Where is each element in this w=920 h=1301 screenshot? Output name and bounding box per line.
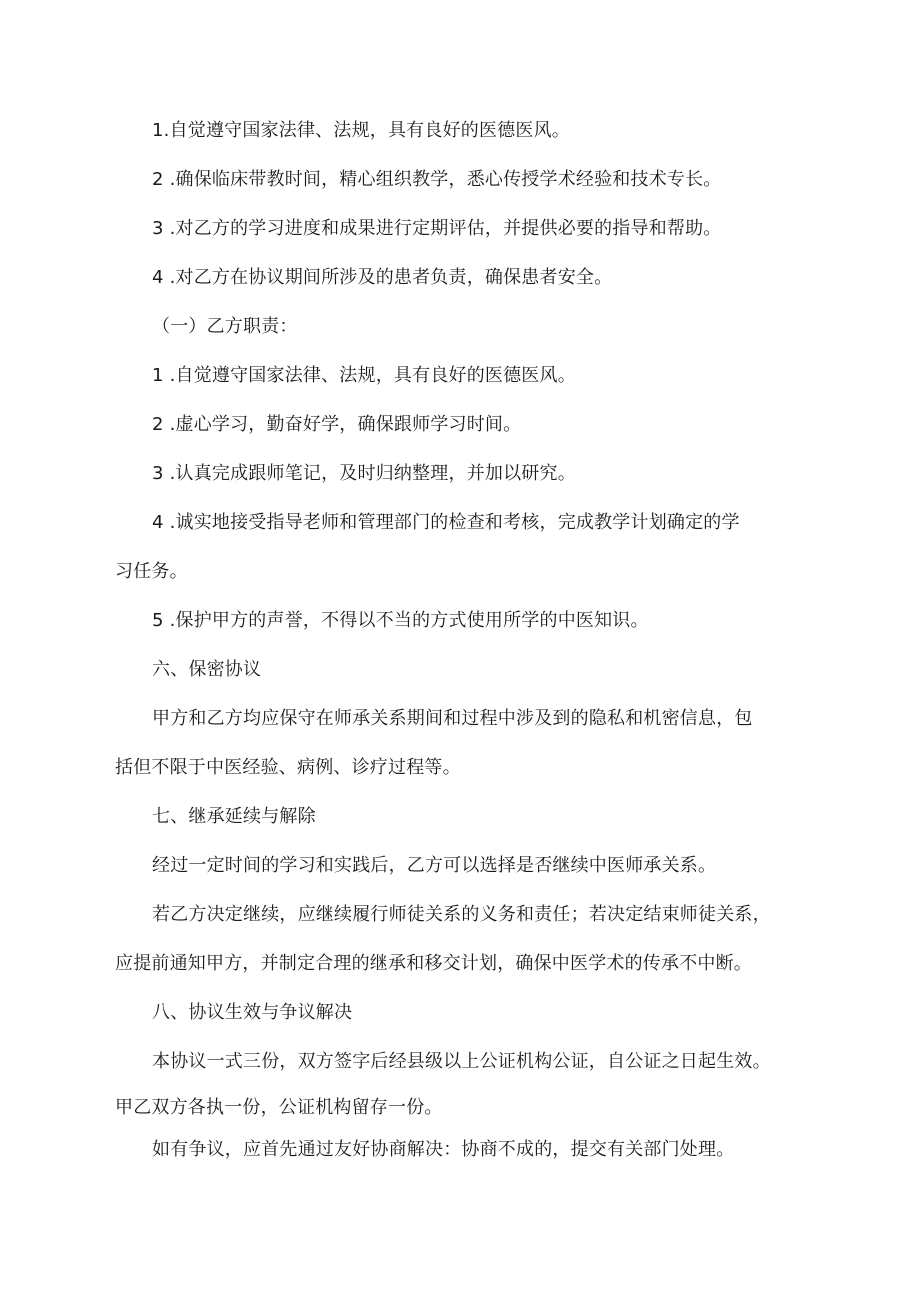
text-line: 2 .确保临床带教时间，精心组织教学，悉心传授学术经验和技术专长。 [152, 169, 722, 190]
section-heading: 六、保密协议 [152, 659, 262, 680]
section-heading: （一）乙方职责： [152, 316, 298, 337]
text-line: 4 .诚实地接受指导老师和管理部门的检查和考核，完成教学计划确定的学 [152, 512, 740, 533]
text-line: 经过一定时间的学习和实践后，乙方可以选择是否继续中医师承关系。 [152, 855, 717, 876]
text-line: 甲方和乙方均应保守在师承关系期间和过程中涉及到的隐私和机密信息，包 [152, 708, 753, 729]
text-line: 3 .认真完成跟师笔记，及时归纳整理，并加以研究。 [152, 463, 576, 484]
text-line: 5 .保护甲方的声誉，不得以不当的方式使用所学的中医知识。 [152, 610, 649, 631]
text-line: 习任务。 [115, 561, 188, 582]
text-line: 本协议一式三份，双方签字后经县级以上公证机构公证，自公证之日起生效。 [152, 1051, 771, 1072]
text-line: 括但不限于中医经验、病例、诊疗过程等。 [115, 757, 461, 778]
text-line: 3 .对乙方的学习进度和成果进行定期评估，并提供必要的指导和帮助。 [152, 218, 722, 239]
text-line: 4 .对乙方在协议期间所涉及的患者负责，确保患者安全。 [152, 267, 613, 288]
text-line: 如有争议，应首先通过友好协商解决：协商不成的，提交有关部门处理。 [152, 1139, 735, 1160]
section-heading: 七、继承延续与解除 [152, 806, 316, 827]
text-line: 甲乙双方各执一份，公证机构留存一份。 [115, 1097, 443, 1118]
text-line: 2 .虚心学习，勤奋好学，确保跟师学习时间。 [152, 414, 522, 435]
text-line: 1.自觉遵守国家法律、法规，具有良好的医德医风。 [152, 120, 570, 141]
text-line: 应提前通知甲方，并制定合理的继承和移交计划，确保中医学术的传承不中断。 [115, 953, 752, 974]
text-line: 若乙方决定继续，应继续履行师徒关系的义务和责任；若决定结束师徒关系， [152, 904, 771, 925]
text-line: 1 .自觉遵守国家法律、法规，具有良好的医德医风。 [152, 365, 576, 386]
section-heading: 八、协议生效与争议解决 [152, 1002, 353, 1023]
